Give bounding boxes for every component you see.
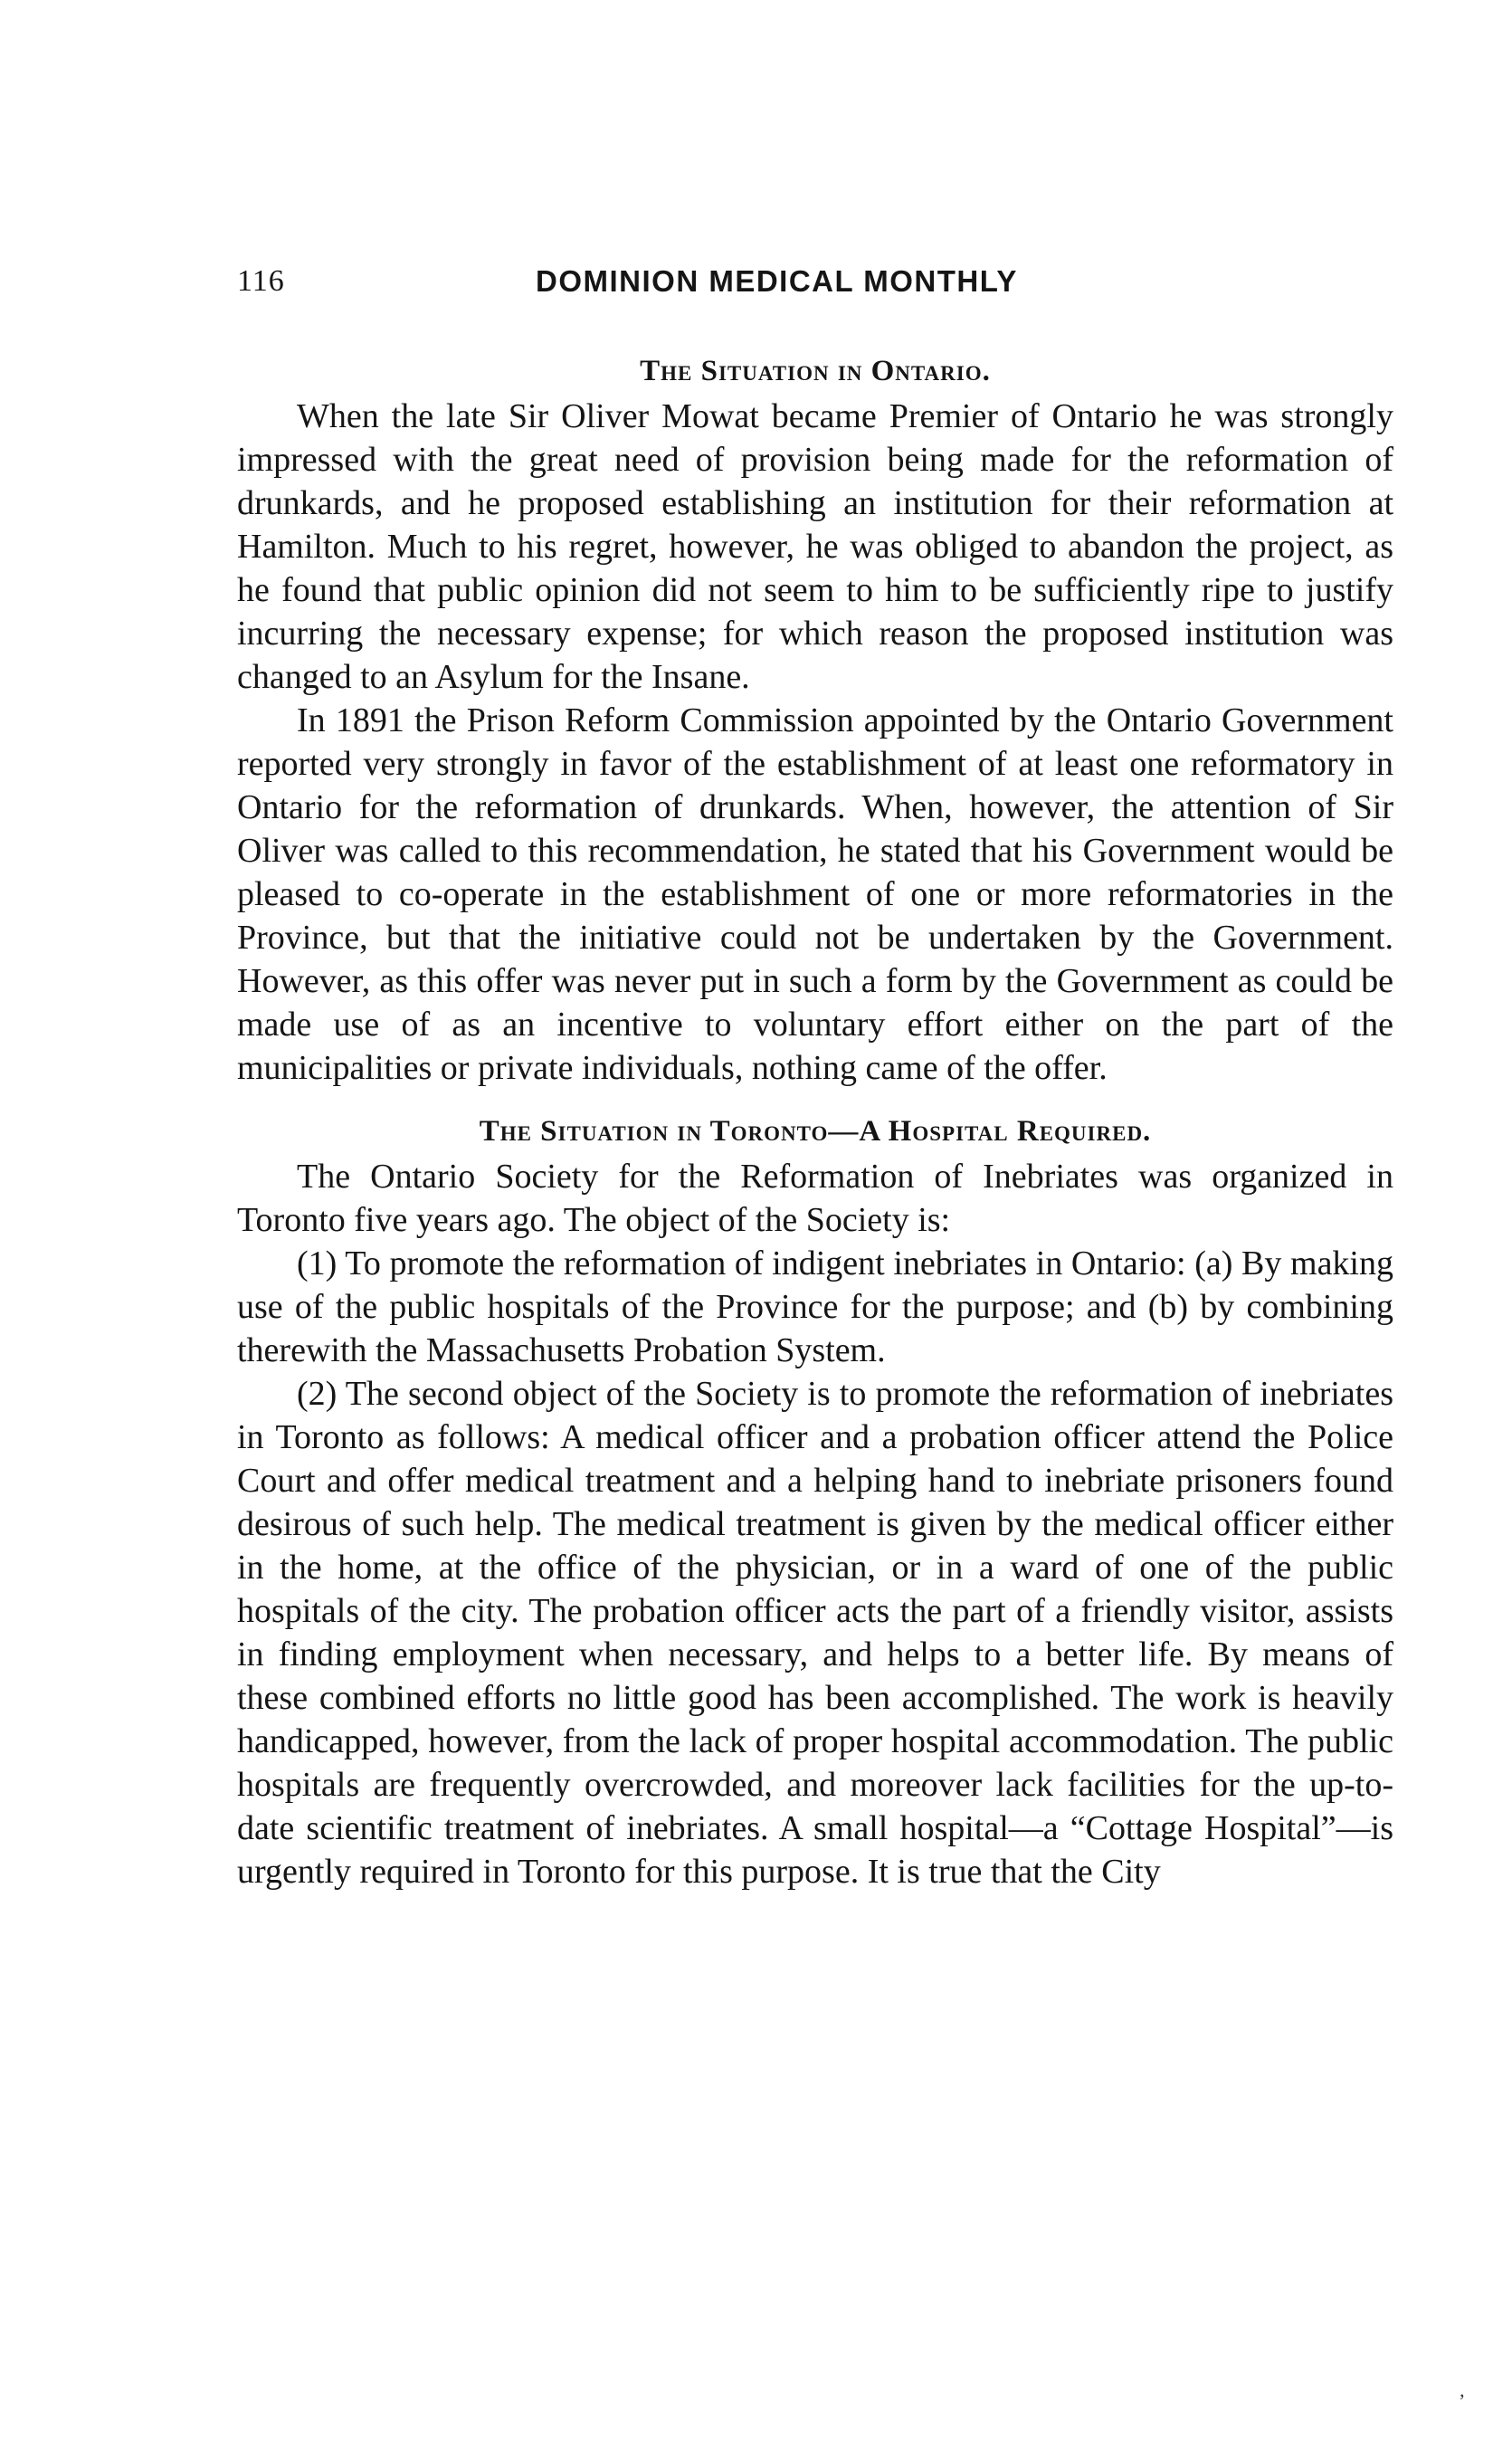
page-header <box>237 264 1196 310</box>
paragraph: When the late Sir Oliver Mowat became Premier of Ontario he was strongly impressed with the great need of provision being made for the reformation of drunkards, and he proposed establishing an institution for their reformation at Hamilton. Much to his regret, however, he was obliged to abandon the project, as he found that public opinion did not seem to him to be sufficiently ripe to justify incurring the necessary expense; for which reason the proposed institution was changed to an Asylum for the Insane. <box>237 397 1393 696</box>
paragraph: In 1891 the Prison Reform Commission appointed by the Ontario Government reported very strongly in favor of the establishment of at least one reformatory in Ontario for the reformation of drunkards. When, however, the attention of Sir Oliver was called to this recommendation, he stated that his Government would be pleased to co-operate in the establishment of one or more reformatories in the Province, but that the initiative could not be undertaken by the Government. However, as this offer was never put in such a form by the Government as could be made use of as an incentive to voluntary effort either on the part of the municipalities or private individuals, nothing came of the offer. <box>237 701 1393 1087</box>
paragraph-item-2: (2) The second object of the Society is to promote the reformation of inebriates in Toronto as follows: A medical officer and a probation officer attend the Police Court and offer medical treatment and a helping hand to inebriate prisoners found desirous of such help. The medical treatment is given by the medical officer either in the home, at the office of the physician, or in a ward of one of the public hospitals of the city. The probation officer acts the part of a friendly visitor, assists in finding employment when necessary, and helps to a better life. By means of these combined efforts no little good has been accomplished. The work is heavily handicapped, however, from the lack of proper hospital accommodation. The public hospitals are frequently overcrowded, and moreover lack facilities for the up-to-date scientific treatment of inebriates. A small hospital—a “Cottage Hospital”—is urgently required in Toronto for this purpose. It is true that the City <box>237 1375 1393 1891</box>
body-text <box>237 348 1393 1893</box>
section-heading-ontario: The Situation in Ontario. <box>640 355 991 387</box>
section-heading-toronto: The Situation in Toronto—A Hospital Required. <box>479 1115 1152 1148</box>
page-number: 116 <box>237 264 285 298</box>
paragraph-item-1: (1) To promote the reformation of indigent inebriates in Ontario: (a) By making use of the public hospitals of the Province for the purpose; and (b) by combining therewith the Massachusetts Probation System. <box>237 1244 1393 1369</box>
running-head: DOMINION MEDICAL MONTHLY <box>536 264 1018 298</box>
paragraph: The Ontario Society for the Reformation of Inebriates was organized in Toronto five years ago. The object of the Society is: <box>237 1158 1393 1239</box>
section-spacer <box>237 1090 1393 1108</box>
print-speck: ’ <box>1459 2389 1466 2412</box>
